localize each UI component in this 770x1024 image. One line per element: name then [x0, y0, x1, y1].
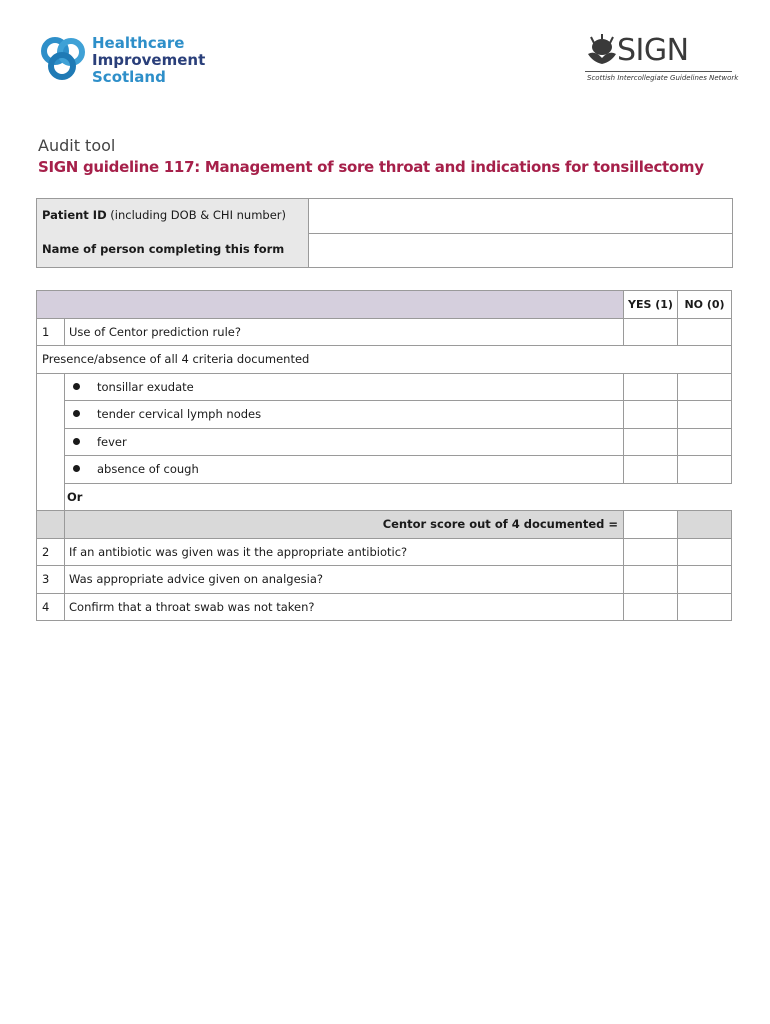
centor-score-cell[interactable] [624, 511, 678, 539]
page-title: Audit tool [38, 136, 116, 155]
question-row-1 [37, 318, 732, 346]
sign-divider [585, 71, 732, 72]
completer-name-field[interactable] [309, 233, 732, 267]
criteria-heading-row [37, 346, 732, 374]
criteria-text: fever [97, 434, 127, 449]
criteria-row [37, 428, 732, 456]
criteria-item [65, 373, 624, 401]
question-number: 2 [37, 538, 65, 566]
centor-row [37, 511, 732, 539]
bullet-icon [73, 410, 80, 417]
yes-checkbox-cell[interactable] [624, 566, 678, 594]
sign-logo [585, 33, 739, 86]
question-text: Confirm that a throat swab was not taken? [65, 593, 624, 621]
his-knot-icon [40, 36, 88, 82]
or-label: Or [65, 483, 732, 511]
completer-label [37, 233, 309, 267]
criteria-text: tender cervical lymph nodes [97, 407, 262, 422]
no-checkbox-cell[interactable] [678, 373, 732, 401]
question-text: Was appropriate advice given on analgesia? [65, 566, 624, 594]
healthcare-improvement-scotland-logo [40, 34, 220, 86]
yes-checkbox-cell[interactable] [624, 428, 678, 456]
thistle-icon [585, 34, 619, 68]
no-checkbox-cell[interactable] [678, 456, 732, 484]
bullet-icon [73, 465, 80, 472]
no-checkbox-cell[interactable] [678, 566, 732, 594]
criteria-item [65, 428, 624, 456]
yes-checkbox-cell[interactable] [624, 456, 678, 484]
no-checkbox-cell[interactable] [678, 428, 732, 456]
patient-id-label-bold: Patient ID [42, 208, 107, 222]
question-number: 4 [37, 593, 65, 621]
his-logo-line2: Improvement [92, 51, 206, 69]
patient-id-row [37, 199, 732, 234]
yes-checkbox-cell[interactable] [624, 318, 678, 346]
completer-row [37, 233, 732, 267]
question-number: 3 [37, 566, 65, 594]
centor-grey-cell [37, 511, 65, 539]
criteria-indent-cell [37, 373, 65, 401]
criteria-indent-cell [37, 456, 65, 484]
sign-wordmark: SIGN [617, 33, 689, 68]
header-blank-cell [37, 291, 624, 319]
centor-label: Centor score out of 4 documented = [65, 511, 624, 539]
patient-id-label-rest: (including DOB & CHI number) [110, 208, 286, 222]
no-column-header: NO (0) [678, 291, 732, 319]
audit-header-row [37, 291, 732, 319]
patient-id-label [37, 199, 309, 233]
yes-column-header: YES (1) [624, 291, 678, 319]
criteria-item [65, 401, 624, 429]
yes-checkbox-cell[interactable] [624, 593, 678, 621]
criteria-row [37, 373, 732, 401]
his-logo-line1: Healthcare [92, 34, 185, 52]
question-row-3 [37, 566, 732, 594]
yes-checkbox-cell[interactable] [624, 373, 678, 401]
criteria-indent-cell [37, 428, 65, 456]
no-checkbox-cell[interactable] [678, 593, 732, 621]
criteria-text: absence of cough [97, 462, 199, 477]
bullet-icon [73, 383, 80, 390]
or-row [37, 483, 732, 511]
sign-subtitle: Scottish Intercollegiate Guidelines Network [587, 74, 739, 82]
or-indent-cell [37, 483, 65, 511]
criteria-row [37, 456, 732, 484]
criteria-row [37, 401, 732, 429]
criteria-indent-cell [37, 401, 65, 429]
criteria-item [65, 456, 624, 484]
completer-label-text: Name of person completing this form [42, 242, 285, 256]
bullet-icon [73, 438, 80, 445]
question-row-2 [37, 538, 732, 566]
criteria-text: tonsillar exudate [97, 379, 194, 394]
audit-table [36, 290, 732, 621]
no-checkbox-cell[interactable] [678, 401, 732, 429]
patient-details-box [36, 198, 733, 268]
no-checkbox-cell[interactable] [678, 538, 732, 566]
patient-id-field[interactable] [309, 199, 732, 233]
question-text: Use of Centor prediction rule? [65, 318, 624, 346]
no-checkbox-cell[interactable] [678, 318, 732, 346]
centor-grey-cell-end [678, 511, 732, 539]
page-subtitle: SIGN guideline 117: Management of sore throat and indications for tonsillectomy [38, 158, 704, 176]
question-row-4 [37, 593, 732, 621]
his-logo-line3: Scotland [92, 68, 166, 86]
yes-checkbox-cell[interactable] [624, 538, 678, 566]
yes-checkbox-cell[interactable] [624, 401, 678, 429]
criteria-heading: Presence/absence of all 4 criteria documented [37, 346, 732, 374]
question-number: 1 [37, 318, 65, 346]
question-text: If an antibiotic was given was it the appropriate antibiotic? [65, 538, 624, 566]
